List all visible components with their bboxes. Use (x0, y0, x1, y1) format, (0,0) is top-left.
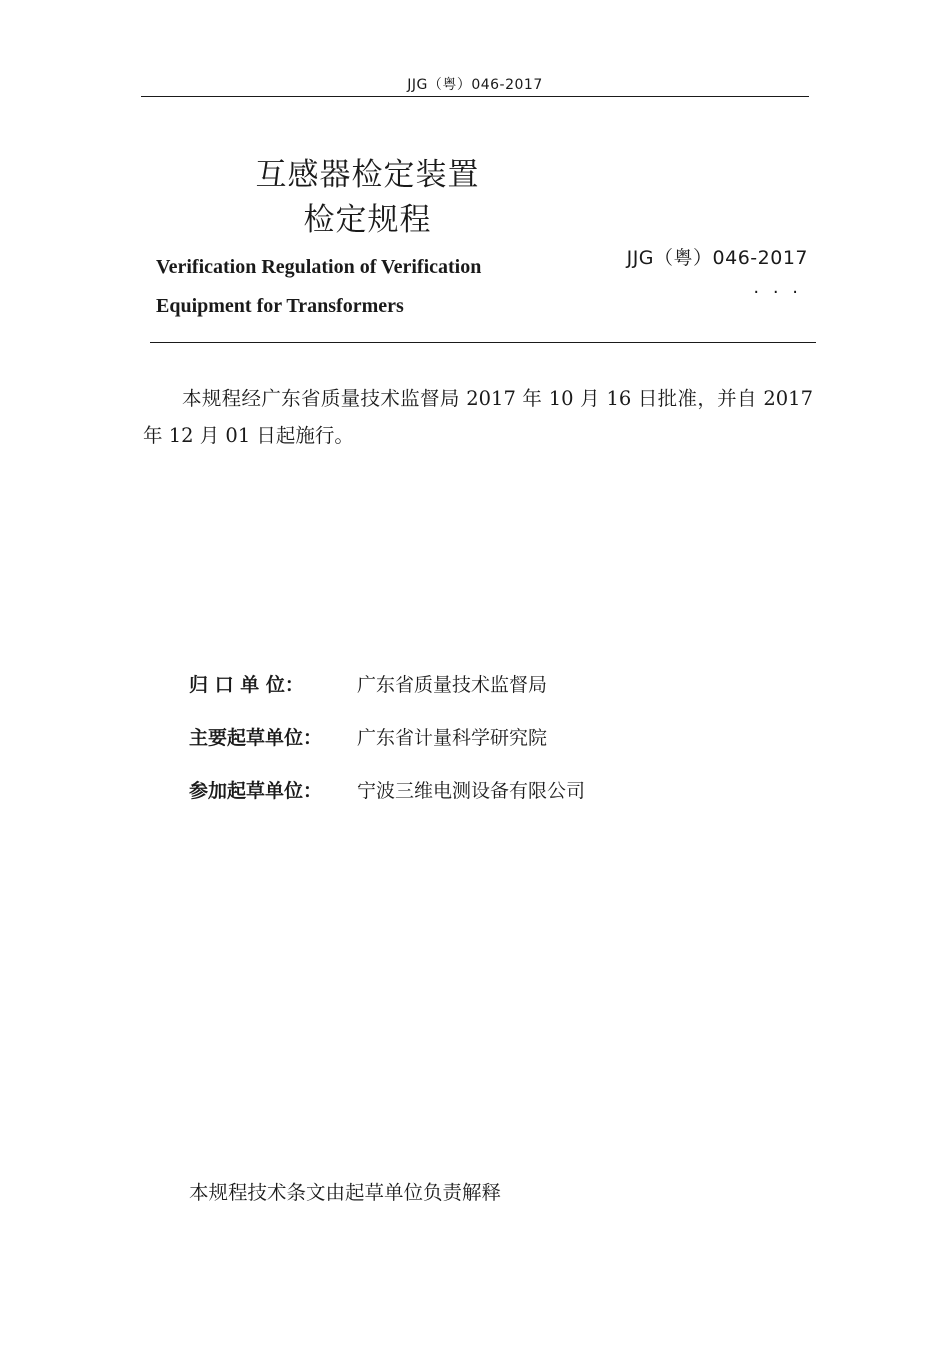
title-rule (150, 342, 816, 343)
header-rule (141, 96, 809, 97)
running-header: JJG（粤）046-2017 (407, 77, 543, 93)
document-code: JJG（粤）046-2017 (626, 247, 808, 269)
participating-drafter-value: 宁波三维电测设备有限公司 (357, 780, 586, 802)
participating-drafter-label: 参加起草单位： (189, 780, 323, 802)
title-english-line-1: Verification Regulation of Verification (156, 256, 482, 278)
org-row-responsible (189, 676, 547, 695)
title-chinese-line-1: 互感器检定装置 (255, 157, 480, 193)
document-code-dots: · · · (753, 282, 802, 303)
approval-statement: 本规程经广东省质量技术监督局 2017 年 10 月 16 日批准，并自 2017 年 12 月 01 日起施行。 (143, 387, 813, 447)
org-row-main-drafter (189, 729, 547, 748)
main-drafter-label: 主要起草单位： (189, 727, 323, 749)
main-drafter-value: 广东省计量科学研究院 (357, 727, 548, 749)
interpretation-note: 本规程技术条文由起草单位负责解释 (189, 1181, 502, 1204)
responsible-unit-value: 广东省质量技术监督局 (357, 674, 548, 696)
title-chinese-line-2: 检定规程 (303, 202, 432, 238)
title-english-line-2: Equipment for Transformers (156, 295, 404, 317)
responsible-unit-label: 归 口 单 位： (189, 674, 304, 696)
org-row-participating (189, 782, 585, 801)
